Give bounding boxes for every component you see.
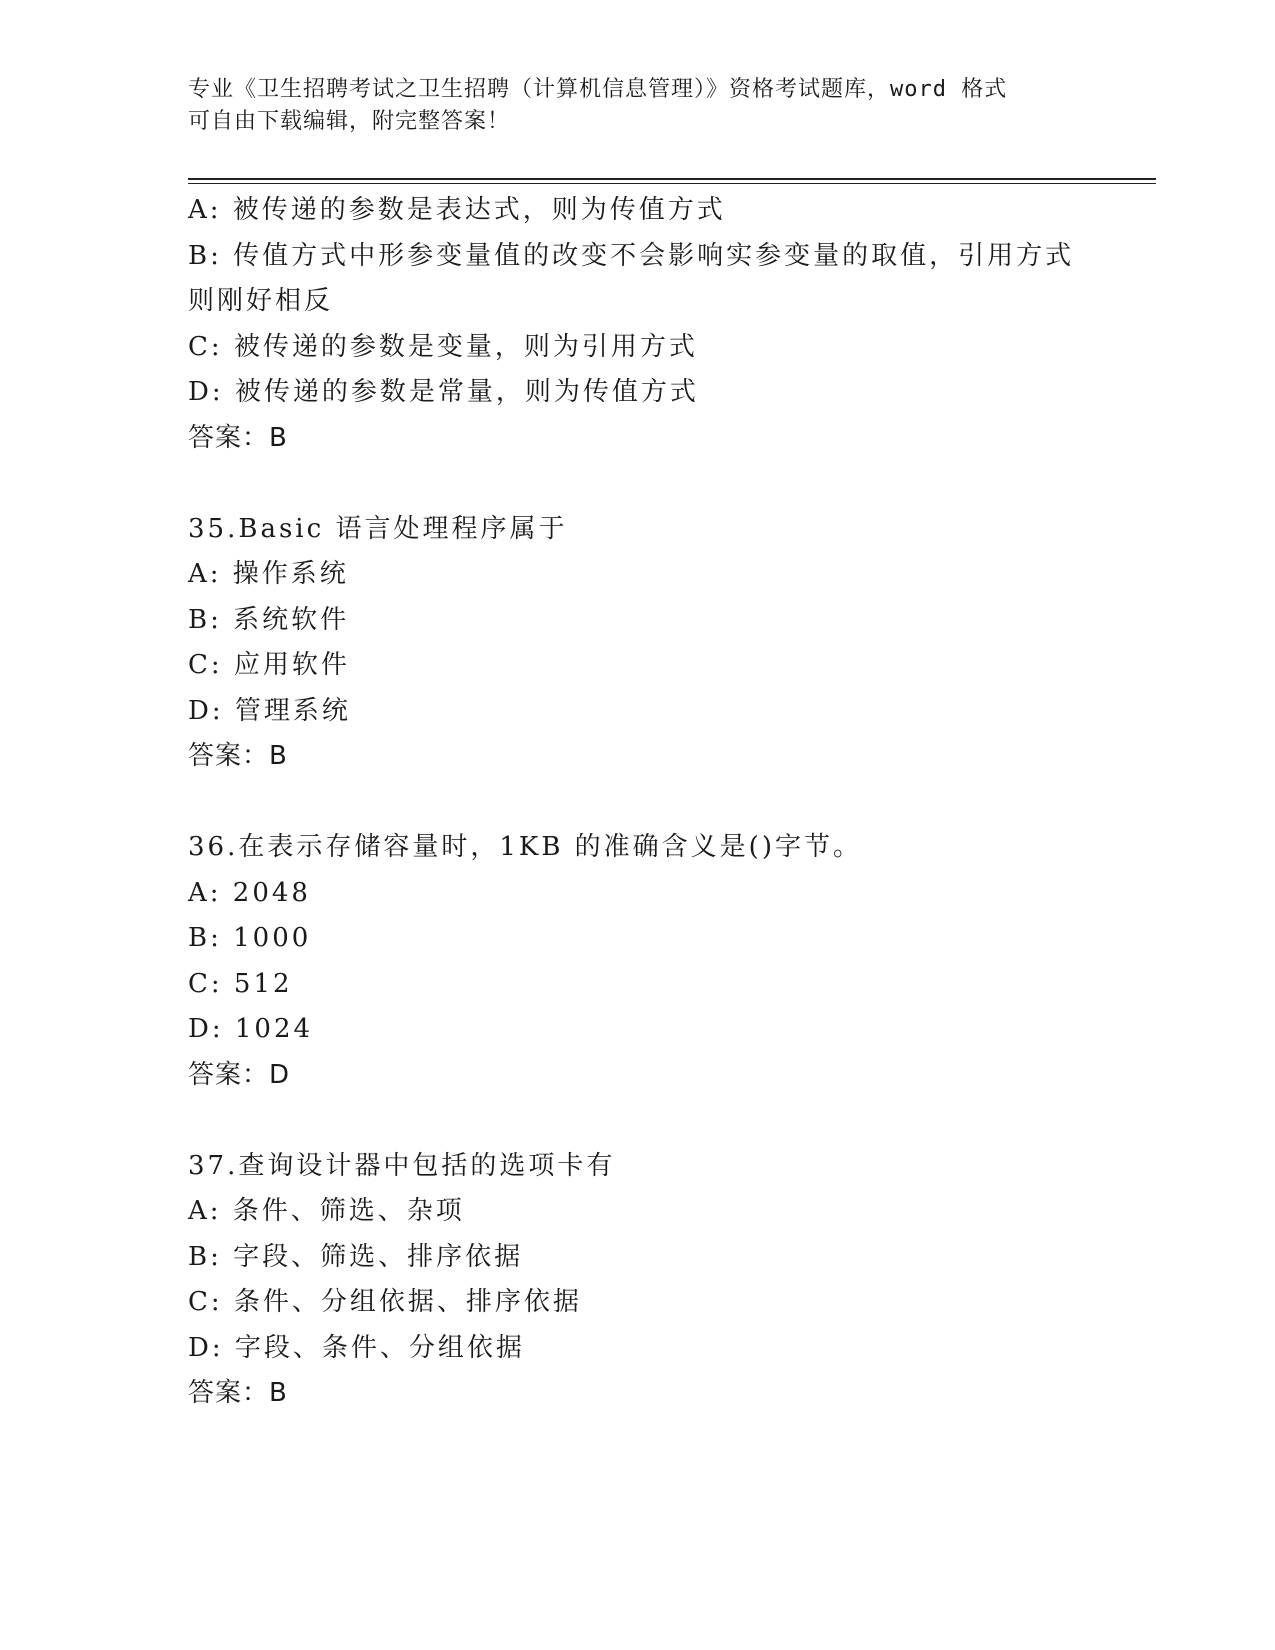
- option-b: B: 字段、筛选、排序依据: [188, 1241, 524, 1272]
- option-a: A: 被传递的参数是表达式，则为传值方式: [188, 195, 726, 225]
- option-b: B: 系统软件: [188, 604, 350, 635]
- question-text: 36.在表示存储容量时，1KB 的准确含义是()字节。: [188, 832, 862, 862]
- answer: 答案：B: [188, 422, 288, 453]
- option-c: C: 应用软件: [188, 650, 350, 680]
- question-37: [188, 1144, 1088, 1417]
- question-text: 37.查询设计器中包括的选项卡有: [188, 1150, 616, 1181]
- question-36: [188, 825, 1088, 1098]
- option-b-continued: 则刚好相反: [188, 286, 334, 316]
- option-b: B: 传值方式中形参变量值的改变不会影响实参变量的取值，引用方式: [188, 240, 1075, 271]
- option-d: D: 被传递的参数是常量，则为传值方式: [188, 377, 699, 407]
- option-b: B: 1000: [188, 923, 312, 953]
- option-a: A: 条件、筛选、杂项: [188, 1196, 465, 1226]
- answer: 答案：B: [188, 1378, 288, 1408]
- question-list: [188, 188, 1088, 1417]
- option-c: C: 512: [188, 968, 293, 999]
- question-34: [188, 188, 1088, 461]
- answer: 答案：B: [188, 741, 288, 771]
- option-d: D: 字段、条件、分组依据: [188, 1332, 525, 1363]
- answer: 答案：D: [188, 1059, 291, 1090]
- option-d: D: 管理系统: [188, 695, 351, 726]
- question-35: [188, 507, 1088, 780]
- header-divider-thick: [188, 178, 1156, 180]
- question-text: 35.Basic 语言处理程序属于: [188, 513, 568, 544]
- header-line-2: 可自由下载编辑，附完整答案！: [188, 109, 511, 134]
- option-a: A: 操作系统: [188, 559, 349, 589]
- option-c: C: 被传递的参数是变量，则为引用方式: [188, 331, 698, 362]
- header-line-1: 专业《卫生招聘考试之卫生招聘（计算机信息管理）》资格考试题库，word 格式: [188, 77, 1008, 102]
- option-a: A: 2048: [188, 877, 311, 908]
- option-d: D: 1024: [188, 1014, 314, 1044]
- document-header: [188, 74, 1088, 138]
- option-c: C: 条件、分组依据、排序依据: [188, 1287, 582, 1317]
- header-divider-thin: [188, 183, 1156, 184]
